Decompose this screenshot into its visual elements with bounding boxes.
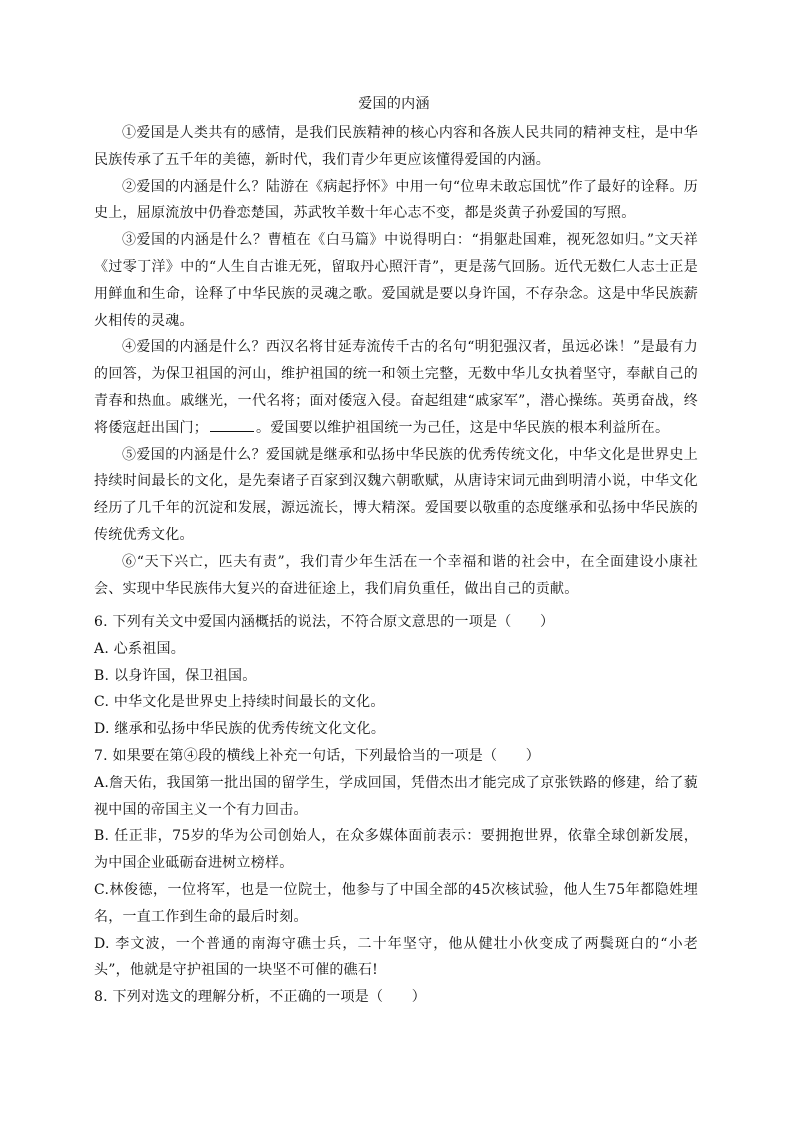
paragraph-5: ⑤爱国的内涵是什么？爱国就是继承和弘扬中华民族的优秀传统文化，中华文化是世界史上持续时间最长的文化，是先秦诸子百家到汉魏六朝歌赋，从唐诗宋词元曲到明清小说，中华文化经历了几千年的沉淀和发展，源远流长，博大精深。爱国要以敬重的态度继承和弘扬中华民族的传统优秀文化。 bbox=[94, 446, 698, 543]
question-6-option-d: D. 继承和弘扬中华民族的优秀传统文化文化。 bbox=[94, 721, 386, 738]
paragraph-1: ①爱国是人类共有的感情，是我们民族精神的核心内容和各族人民共同的精神支柱，是中华民族传承了五千年的美德，新时代，我们青少年更应该懂得爱国的内涵。 bbox=[94, 125, 698, 168]
paragraph-6: ⑥“天下兴亡，匹夫有责”，我们青少年生活在一个幸福和谐的社会中，在全面建设小康社会、实现中华民族伟大复兴的奋进征途上，我们肩负重任，做出自己的贡献。 bbox=[94, 553, 698, 597]
paragraph-4 bbox=[94, 334, 698, 441]
question-7-option-a: A.詹天佑，我国第一批出国的留学生，学成回国，凭借杰出才能完成了京张铁路的修建，给了藐视中国的帝国主义一个有力回击。 bbox=[94, 774, 698, 818]
question-7-option-d: D. 李文波，一个普通的南海守礁士兵，二十年坚守，他从健壮小伙变成了两鬓斑白的“小老头”，他就是守护祖国的一块坚不可催的礁石! bbox=[94, 935, 698, 979]
page-title: 爱国的内涵 bbox=[358, 96, 430, 112]
question-8-stem: 8. 下列对选文的理解分析，不正确的一项是（ ） bbox=[94, 989, 427, 1006]
question-6-stem: 6. 下列有关文中爱国内涵概括的说法，不符合原文意思的一项是（ ） bbox=[94, 614, 555, 630]
passage bbox=[94, 120, 698, 602]
paragraph-2: ②爱国的内涵是什么？陆游在《病起抒怀》中用一句“位卑未敢忘国忧”作了最好的诠释。历史上，屈原流放中仍眷恋楚国，苏武牧羊数十年心志不变，都是炎黄子孙爱国的写照。 bbox=[94, 178, 698, 222]
fill-in-blank[interactable] bbox=[210, 416, 254, 432]
question-6-option-c: C. 中华文化是世界史上持续时间最长的文化。 bbox=[94, 694, 385, 711]
question-6-option-a: A. 心系祖国。 bbox=[94, 640, 186, 657]
questions bbox=[94, 609, 698, 1011]
paragraph-4-text-after: 。爱国要以维护祖国统一为己任，这是中华民族的根本利益所在。 bbox=[256, 419, 670, 436]
question-7-option-c: C.林俊德，一位将军，也是一位院士，他参与了中国全部的45次核试验，他人生75年都隐姓埋名，一直工作到生命的最后时刻。 bbox=[94, 881, 698, 925]
paragraph-4-text-before: ④爱国的内涵是什么？西汉名将甘延寿流传千古的名句“明犯强汉者，虽远必诛！”是最有力的回答，为保卫祖国的河山，维护祖国的统一和领土完整，无数中华儿女执着坚守，奉献自己的青春和热血。戚继光，一代名将；面对倭寇入侵。奋起组建“戚家军”，潜心操练。英勇奋战，终将倭寇赶出国门； bbox=[94, 339, 698, 436]
question-6-option-b: B. 以身许国，保卫祖国。 bbox=[94, 667, 257, 684]
question-7-stem: 7. 如果要在第④段的横线上补充一句话，下列最恰当的一项是（ ） bbox=[94, 747, 541, 764]
question-7-option-b: B. 任正非，75岁的华为公司创始人，在众多媒体面前表示：要拥抱世界，依靠全球创新发展，为中国企业砥砺奋进树立榜样。 bbox=[94, 828, 698, 872]
paragraph-3: ③爱国的内涵是什么？曹植在《白马篇》中说得明白：“捐躯赴国难，视死忽如归。”文天祥《过零丁洋》中的“人生自古谁无死，留取丹心照汗青”，更是荡气回肠。近代无数仁人志士正是用鲜血和生命，诠释了中华民族的灵魂之歌。爱国就是要以身许国，不存杂念。这是中华民族薪火相传的灵魂。 bbox=[94, 232, 698, 329]
